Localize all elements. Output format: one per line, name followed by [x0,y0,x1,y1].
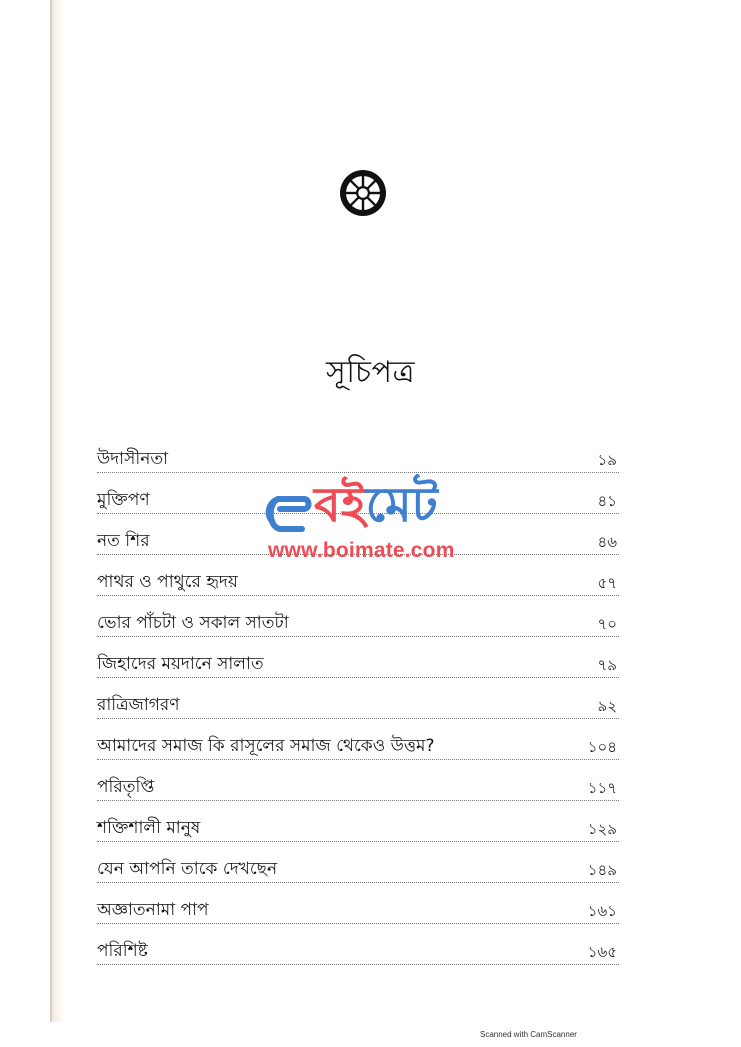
page-title: সূচিপত্র [326,355,415,390]
toc-entry-title: জিহাদের ময়দানে সালাত [97,654,264,674]
toc-entry-title: পাথর ও পাথুরে হৃদয় [97,572,238,592]
boimate-watermark [262,477,472,567]
toc-entry [97,801,619,842]
flower-rosette-icon [338,168,388,218]
toc-entry-page: ১৯ [597,451,617,469]
scanner-credit: Scanned with CamScanner [480,1030,577,1039]
toc-entry [97,842,619,883]
toc-entry-page: ৯২ [597,697,617,715]
toc-entry-title: ভোর পাঁচটা ও সকাল সাতটা [97,613,289,633]
toc-entry-page: ৪৬ [597,533,617,551]
toc-entry-page: ১২৯ [587,820,617,838]
toc-entry [97,637,619,678]
toc-entry [97,432,619,473]
toc-entry-page: ১০৪ [587,738,617,756]
toc-entry-page: ৭০ [597,615,617,633]
book-page-edge [50,0,64,1022]
toc-entry [97,883,619,924]
watermark-logo-text: বইমেট [314,477,438,533]
toc-entry-page: ১৪৯ [587,861,617,879]
toc-entry [97,924,619,965]
toc-entry-title: অজ্ঞাতনামা পাপ [97,900,209,920]
toc-entry-page: ৪১ [597,492,617,510]
toc-entry-page: ৫৭ [597,574,617,592]
toc-entry [97,596,619,637]
toc-entry-title: পরিতৃপ্তি [97,777,155,797]
toc-entry [97,719,619,760]
toc-entry-page: ১৬১ [587,902,617,920]
toc-entry [97,760,619,801]
toc-entry-title: আমাদের সমাজ কি রাসূলের সমাজ থেকেও উত্তম? [97,736,435,756]
toc-entry-title: পরিশিষ্ট [97,941,148,961]
toc-entry-title: রাত্রিজাগরণ [97,695,180,715]
watermark-url: www.boimate.com [268,539,455,562]
toc-entry-title: উদাসীনতা [97,449,169,469]
toc-entry-title: মুক্তিপণ [97,490,150,510]
toc-entry-title: যেন আপনি তাকে দেখছেন [97,859,278,879]
paperclip-logo-icon [264,491,312,535]
toc-entry-page: ১১৭ [587,779,617,797]
toc-entry-title: নত শির [97,531,150,551]
toc-entry-page: ১৬৫ [587,943,617,961]
toc-entry-page: ৭৯ [597,656,617,674]
book-gutter-line [50,0,52,1022]
toc-entry-title: শক্তিশালী মানুষ [97,818,201,838]
toc-entry [97,678,619,719]
